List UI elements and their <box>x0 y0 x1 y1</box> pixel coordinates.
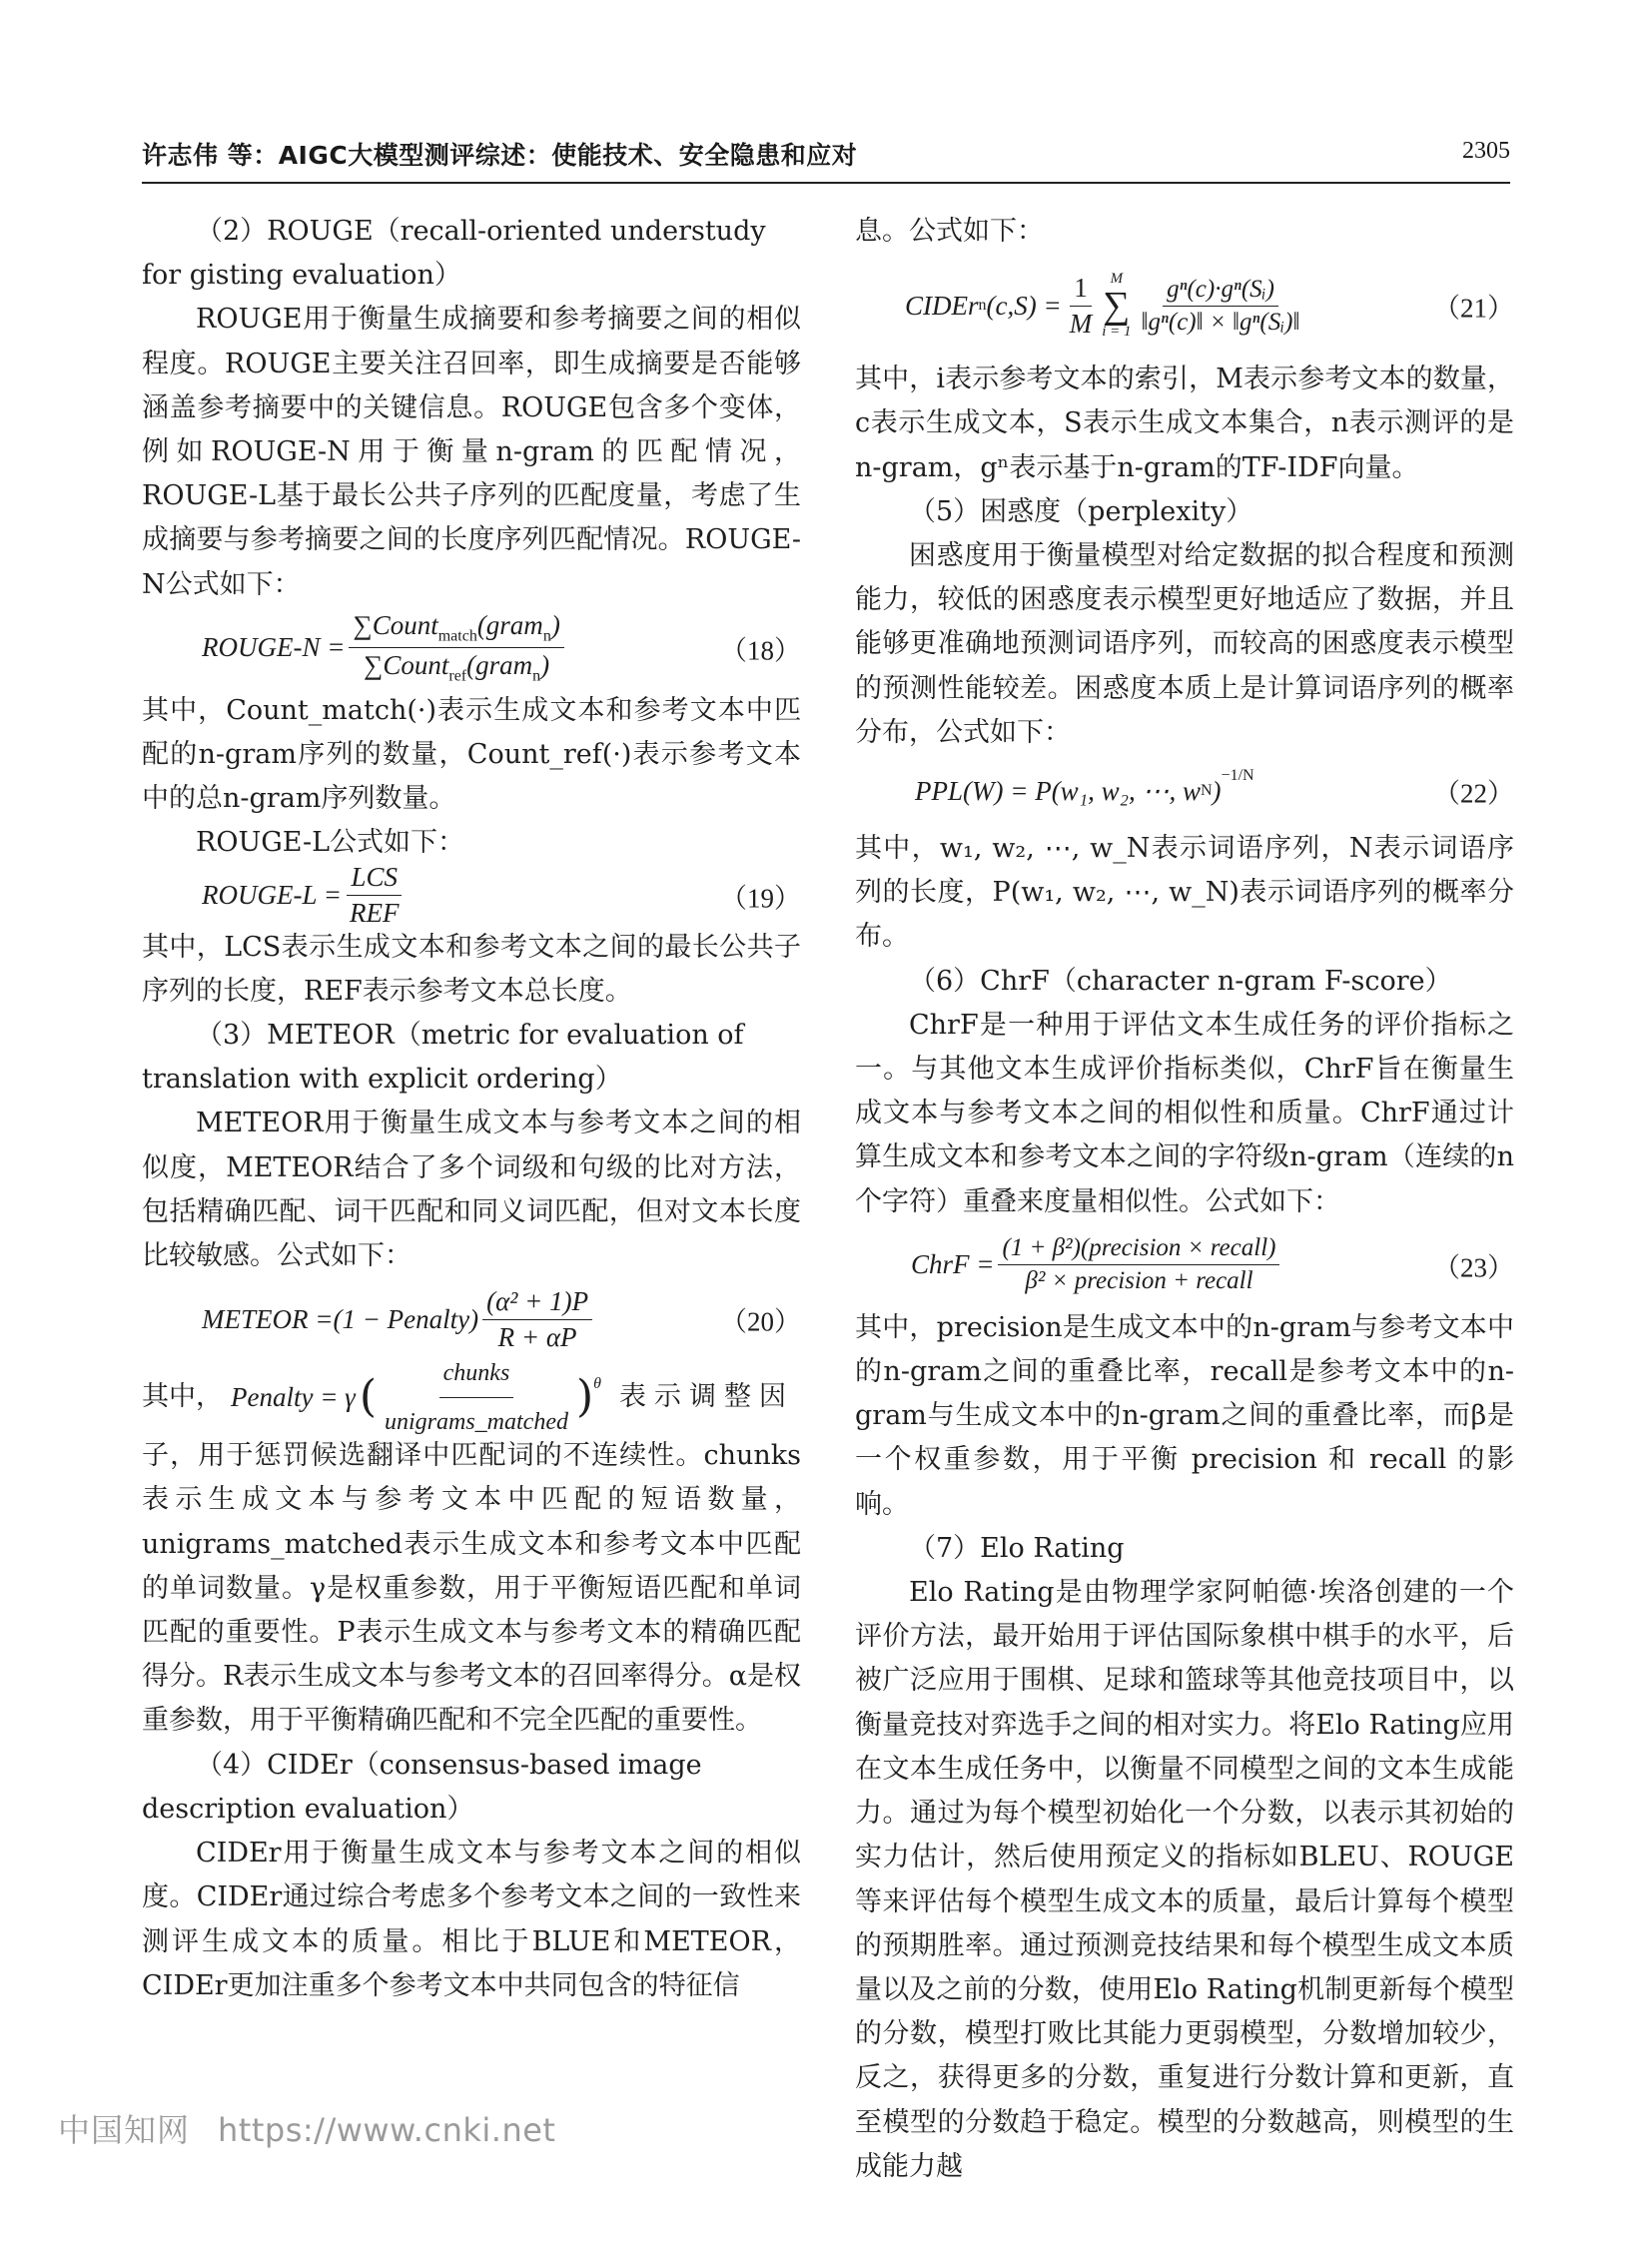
penalty-num: chunks <box>439 1351 514 1398</box>
perplexity-explanation: 其中，w₁, w₂, ⋯, w_N表示词语序列，N表示词语序列的长度，P(w₁, w₂, ⋯, w_N)表示词语序列的概率分布。 <box>855 833 1514 953</box>
equation-21 <box>855 254 1514 358</box>
equation-23 <box>855 1224 1514 1306</box>
eq21-m-den: M <box>1069 308 1093 339</box>
eq18-den-close: ) <box>540 650 550 681</box>
rouge-heading: （2）ROUGE（recall-oriented understudy for gisting evaluation） <box>142 216 766 292</box>
eq18-den-n: n <box>532 667 541 685</box>
eq22-sub: N <box>1200 782 1213 800</box>
cider-continuation: 息。公式如下： <box>855 216 1044 247</box>
eq19-den: REF <box>349 898 400 929</box>
penalty-open-paren: ( <box>359 1371 377 1423</box>
eq21-args: (c,S) = <box>986 290 1062 321</box>
eq18-lhs: ROUGE-N = <box>202 632 346 663</box>
eq21-lhs: CIDEr <box>905 290 979 321</box>
eq21-sum-top: M <box>1110 271 1124 288</box>
rouge-n-explanation: 其中，Count_match(·)表示生成文本和参考文本中匹配的n-gram序列的数量，Count_ref(·)表示参考文本中的总n-gram序列数量。 <box>142 694 801 815</box>
equation-number-22: （22） <box>1433 778 1514 809</box>
penalty-definition <box>142 1360 801 1434</box>
eq22-close: ) <box>1212 775 1222 806</box>
chrf-heading: （6）ChrF（character n-gram F-score） <box>909 965 1452 997</box>
eq21-num: gⁿ(c)·gⁿ(Sᵢ) <box>1163 276 1278 307</box>
cider-explanation: 其中，i表示参考文本的索引，M表示参考文本的数量，c表示生成文本，S表示生成文本集合，n表示测评的是n-gram，gⁿ表示基于n-gram的TF-IDF向量。 <box>855 364 1514 483</box>
penalty-suffix: 表示调整因 <box>619 1381 795 1413</box>
meteor-explanation: 子，用于惩罚候选翻译中匹配词的不连续性。chunks表示生成文本与参考文本中匹配的短语数量，unigrams_matched表示生成文本和参考文本中匹配的单词数量。γ是权重参数，用于平衡短语匹配和单词匹配的重要性。P表示生成文本与参考文本的精确匹配得分。R表示生成文本与参考文本的召回率得分。α是权重参数，用于平衡精确匹配和不完全匹配的重要性。 <box>142 1440 801 1737</box>
elo-heading: （7）Elo Rating <box>909 1532 1125 1564</box>
equation-18 <box>142 607 801 689</box>
header-rule <box>142 182 1510 184</box>
eq18-fraction <box>349 610 563 686</box>
eq19-num: LCS <box>347 862 402 896</box>
running-title: 许志伟 等：AIGC大模型测评综述：使能技术、安全隐患和应对 <box>142 141 858 170</box>
left-column <box>142 210 801 2008</box>
eq18-den: ∑Count <box>364 650 449 681</box>
eq23-lhs: ChrF = <box>911 1249 995 1280</box>
eq21-fraction <box>1137 276 1303 337</box>
running-head <box>142 136 1510 172</box>
watermark-url: https://www.cnki.net <box>218 2111 556 2149</box>
eq20-num: (α² + 1)P <box>482 1286 592 1320</box>
eq23-den: β² × precision + recall <box>1025 1267 1253 1295</box>
eq18-num: ∑Count <box>353 609 438 640</box>
right-column <box>855 210 1514 2189</box>
equation-number-21: （21） <box>1433 293 1514 324</box>
eq18-num-arg: (gram <box>476 609 543 640</box>
penalty-prefix: 其中， <box>142 1381 223 1413</box>
cider-paragraph: CIDEr用于衡量生成文本与参考文本之间的相似度。CIDEr通过综合考虑多个参考文本之间的一致性来测评生成文本的质量。相比于BLUE和METEOR，CIDEr更加注重多个参考文本中共同包含的特征信 <box>142 1838 801 2001</box>
cider-heading: （4）CIDEr（consensus-based image description evaluation） <box>142 1749 702 1825</box>
eq21-m-num: 1 <box>1070 273 1092 307</box>
page-number: 2305 <box>1462 138 1510 164</box>
equation-number-19: （19） <box>720 883 801 914</box>
chrf-explanation: 其中，precision是生成文本中的n-gram与参考文本中的n-gram之间的重叠比率，recall是参考文本中的n-gram与生成文本中的n-gram之间的重叠比率，而β是一个权重参数，用于平衡 precision 和 recall 的影响。 <box>855 1311 1514 1520</box>
eq22-exponent: −1/N <box>1221 767 1254 785</box>
eq21-sum <box>1102 271 1131 341</box>
rouge-l-explanation: 其中，LCS表示生成文本和参考文本之间的最长公共子序列的长度，REF表示参考文本总长度。 <box>142 931 801 1007</box>
rouge-l-intro: ROUGE-L公式如下： <box>196 827 465 859</box>
eq20-den: R + αP <box>497 1321 577 1352</box>
equation-19 <box>142 862 801 929</box>
equation-number-20: （20） <box>720 1306 801 1337</box>
eq20-lhs: METEOR =(1 − Penalty) <box>202 1303 479 1334</box>
eq21-m-fraction <box>1066 273 1097 340</box>
penalty-close-paren: ) <box>575 1371 594 1423</box>
meteor-paragraph: METEOR用于衡量生成文本与参考文本之间的相似度，METEOR结合了多个词级和句级的比对方法，包括精确匹配、词干匹配和同义词匹配，但对文本长度比较敏感。公式如下： <box>142 1108 801 1272</box>
perplexity-paragraph: 困惑度用于衡量模型对给定数据的拟合程度和预测能力，较低的困惑度表示模型更好地适应了数据，并且能够更准确地预测词语序列，而较高的困惑度表示模型的预测性能较差。困惑度本质上是计算词语序列的概率分布，公式如下： <box>855 540 1514 748</box>
eq19-fraction <box>346 862 403 929</box>
eq22-expr: PPL(W) = P(w₁, w₂, ⋯, w <box>915 775 1201 806</box>
equation-number-23: （23） <box>1433 1252 1514 1283</box>
eq18-num-n: n <box>542 627 551 645</box>
eq18-den-sub: ref <box>448 667 467 685</box>
equation-22 <box>855 755 1514 827</box>
equation-number-18: （18） <box>720 635 801 666</box>
eq18-num-close: ) <box>550 609 560 640</box>
penalty-fraction <box>381 1351 572 1444</box>
eq18-num-sub: match <box>437 627 477 645</box>
eq21-lhs-sub: n <box>978 297 987 315</box>
eq21-sum-sign: ∑ <box>1103 285 1131 328</box>
eq20-fraction <box>482 1286 592 1353</box>
eq18-den-arg: (gram <box>466 650 533 681</box>
perplexity-heading: （5）困惑度（perplexity） <box>909 495 1253 527</box>
eq19-lhs: ROUGE-L = <box>202 880 342 911</box>
penalty-exponent: θ <box>593 1375 602 1393</box>
elo-paragraph: Elo Rating是由物理学家阿帕德·埃洛创建的一个评价方法，最开始用于评估国际象棋中棋手的水平，后被广泛应用于围棋、足球和篮球等其他竞技项目中，以衡量竞技对弈选手之间的相对实力。将Elo Rating应用在文本生成任务中，以衡量不同模型之间的文本生成能力。通过为每个模型初始化一个分数，以表示其初始的实力估计，然后使用预定义的指标如BLEU、ROUGE等来评估每个模型生成文本的质量，最后计算每个模型的预期胜率。通过预测竞技结果和每个模型生成文本质量以及之前的分数，使用Elo Rating机制更新每个模型的分数，模型打败比其能力更弱模型，分数增加较少，反之，获得更多的分数，重复进行分数计算和更新，直至模型的分数趋于稳定。模型的分数越高，则模型的生成能力越 <box>855 1577 1514 2182</box>
watermark-brand: 中国知网 <box>58 2111 191 2149</box>
penalty-den: unigrams_matched <box>385 1408 568 1435</box>
eq21-den: ‖gⁿ(c)‖ × ‖gⁿ(Sᵢ)‖ <box>1141 308 1300 336</box>
cnki-watermark <box>58 2105 555 2151</box>
chrf-paragraph: ChrF是一种用于评估文本生成任务的评价指标之一。与其他文本生成评价指标类似，ChrF旨在衡量生成文本与参考文本之间的相似性和质量。ChrF通过计算生成文本和参考文本之间的字符级n-gram（连续的n个字符）重叠来度量相似性。公式如下： <box>855 1009 1514 1217</box>
eq21-sum-bottom: i = 1 <box>1102 324 1132 341</box>
penalty-lhs: Penalty = γ <box>231 1382 356 1413</box>
eq23-fraction <box>998 1234 1279 1295</box>
rouge-paragraph: ROUGE用于衡量生成摘要和参考摘要之间的相似程度。ROUGE主要关注召回率，即生成摘要是否能够涵盖参考摘要中的关键信息。ROUGE包含多个变体，例如ROUGE-N用于衡量n-gram的匹配情况，ROUGE-L基于最长公共子序列的匹配度量，考虑了生成摘要与参考摘要之间的长度序列匹配情况。ROUGE-N公式如下： <box>142 304 801 600</box>
equation-20 <box>142 1278 801 1360</box>
eq23-num: (1 + β²)(precision × recall) <box>998 1234 1279 1265</box>
meteor-heading: （3）METEOR（metric for evaluation of translation with explicit ordering） <box>142 1020 744 1096</box>
